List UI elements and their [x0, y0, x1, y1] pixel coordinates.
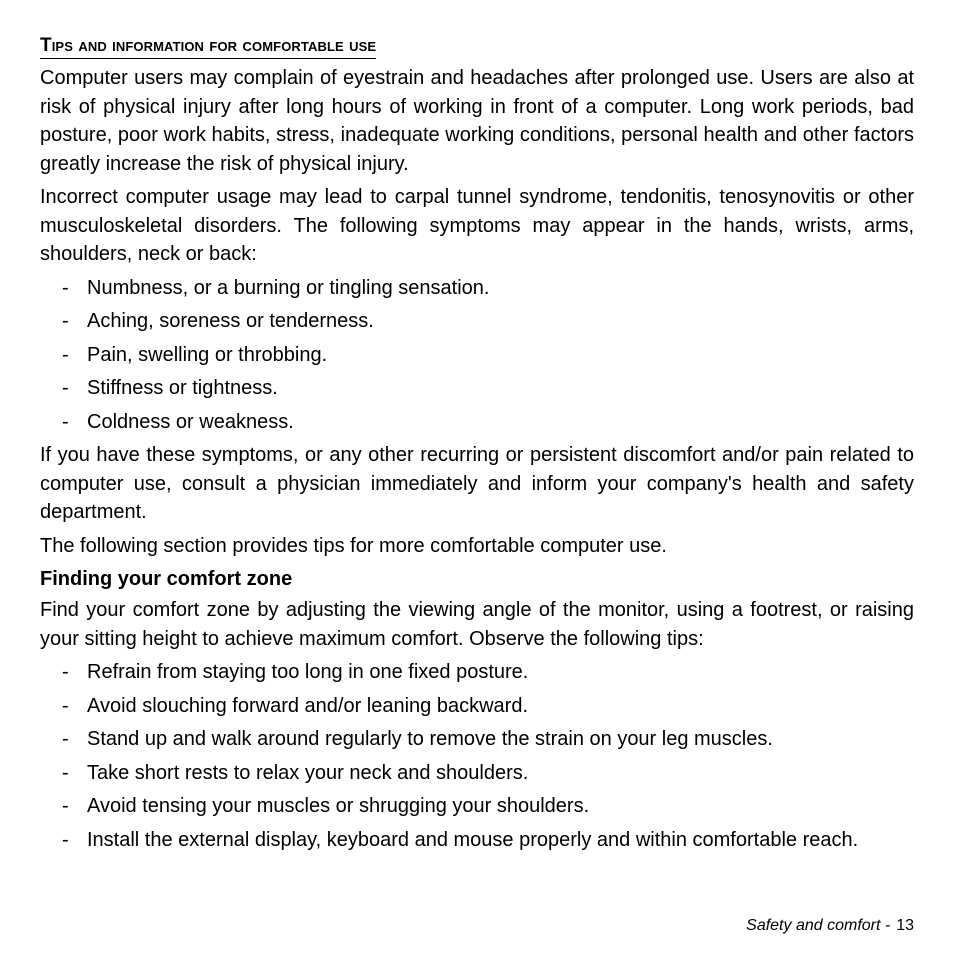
list-item-text: Install the external display, keyboard and mouse properly and within comfortable reach.: [87, 828, 859, 851]
symptoms-list: [40, 274, 914, 437]
dash-bullet: -: [62, 694, 69, 717]
dash-bullet: -: [62, 728, 69, 750]
dash-bullet: -: [62, 276, 69, 299]
list-item: [40, 658, 914, 687]
list-item-text: Stiffness or tightness.: [87, 377, 278, 399]
list-item: [40, 274, 914, 303]
comfort-zone-paragraph: Find your comfort zone by adjusting the viewing angle of the monitor, using a footrest, or raising your sitting height to achieve maximum comfort. Observe the following tips:: [40, 599, 914, 650]
dash-bullet: -: [62, 761, 69, 784]
page-number: 13: [896, 917, 914, 934]
list-item-text: Avoid tensing your muscles or shrugging your shoulders.: [87, 795, 590, 817]
list-item: [40, 341, 914, 370]
section-title: Tips and information for comfortable use: [40, 34, 376, 59]
dash-bullet: -: [62, 410, 69, 433]
page-footer: [746, 916, 914, 936]
document-page: [40, 34, 914, 859]
list-item: [40, 374, 914, 403]
footer-label: Safety and comfort -: [746, 917, 891, 934]
intro-paragraph-2: Incorrect computer usage may lead to carpal tunnel syndrome, tendonitis, tenosynovitis or other musculoskeletal disorders. The following symptoms may appear in the hands, wrists, arms, shoulders, neck or back:: [40, 186, 914, 265]
list-item-text: Pain, swelling or throbbing.: [87, 343, 328, 366]
comfort-tips-list: [40, 658, 914, 854]
list-item: [40, 725, 914, 754]
list-item-text: Numbness, or a burning or tingling sensation.: [87, 276, 490, 299]
dash-bullet: -: [62, 343, 69, 366]
dash-bullet: -: [62, 310, 69, 332]
list-item-text: Refrain from staying too long in one fixed posture.: [87, 661, 529, 683]
comfort-zone-heading: Finding your comfort zone: [40, 568, 293, 590]
dash-bullet: -: [62, 795, 69, 817]
list-item-text: Take short rests to relax your neck and shoulders.: [87, 761, 529, 784]
list-item: [40, 826, 914, 855]
tips-intro-paragraph: The following section provides tips for more comfortable computer use.: [40, 534, 667, 557]
dash-bullet: -: [62, 828, 69, 851]
list-item-text: Stand up and walk around regularly to remove the strain on your leg muscles.: [87, 728, 773, 750]
list-item: [40, 792, 914, 821]
list-item: [40, 759, 914, 788]
list-item: [40, 692, 914, 721]
list-item-text: Coldness or weakness.: [87, 410, 294, 433]
dash-bullet: -: [62, 661, 69, 683]
intro-paragraph-1: Computer users may complain of eyestrain and headaches after prolonged use. Users are also at risk of physical injury after long hours of working in front of a computer. Long work periods, bad posture, poor work habits, stress, inadequate working conditions, personal health and other factors greatly increase the risk of physical injury.: [40, 67, 914, 175]
symptoms-advice-paragraph: If you have these symptoms, or any other recurring or persistent discomfort and/or pain related to computer use, consult a physician immediately and inform your company's health and safety department.: [40, 444, 914, 523]
list-item: [40, 408, 914, 437]
list-item-text: Avoid slouching forward and/or leaning backward.: [87, 694, 529, 717]
list-item-text: Aching, soreness or tenderness.: [87, 310, 374, 332]
list-item: [40, 307, 914, 336]
dash-bullet: -: [62, 377, 69, 399]
